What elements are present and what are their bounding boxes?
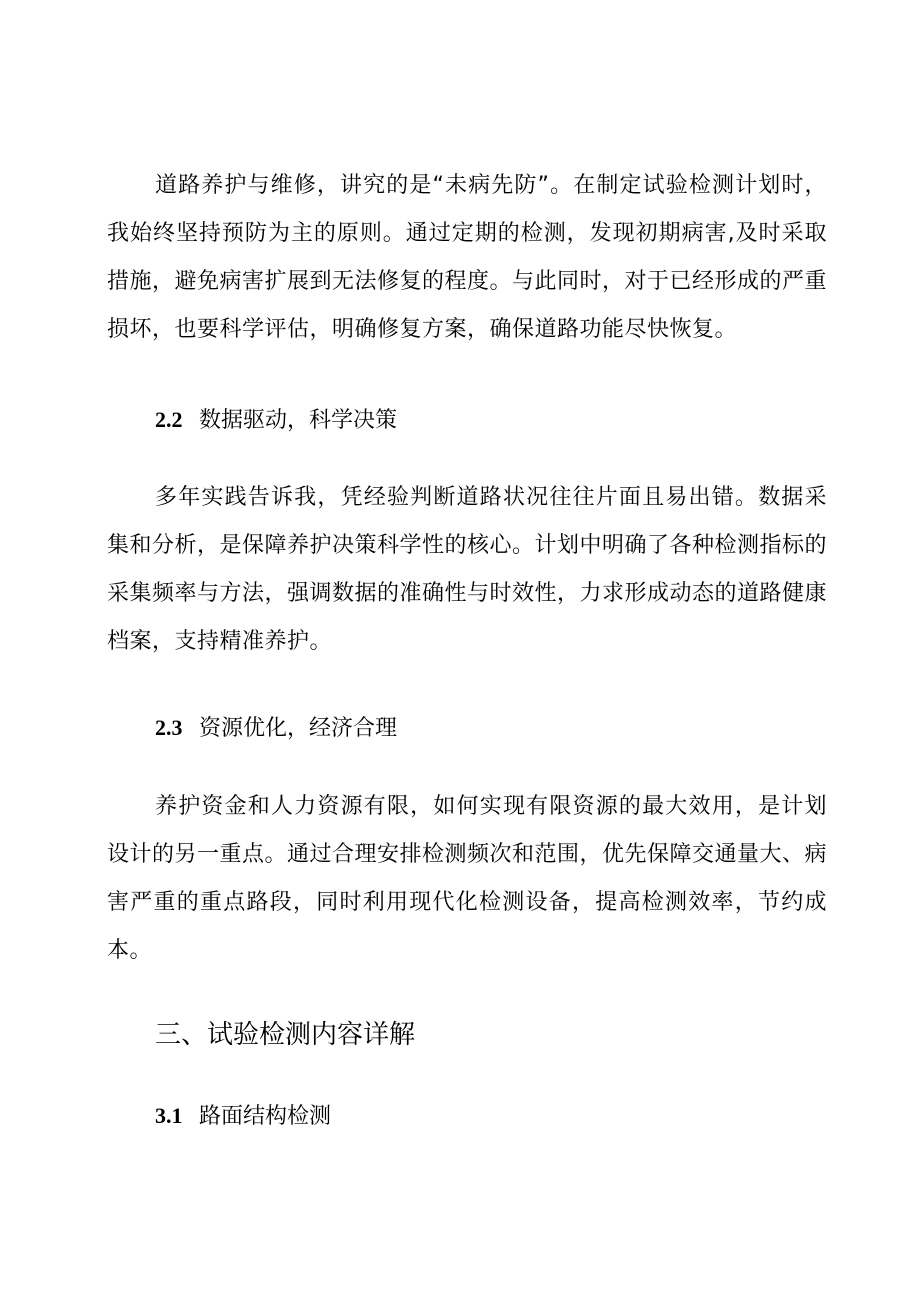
section-number: 2.2 — [155, 407, 183, 432]
paragraph-resource-optimization: 养护资金和人力资源有限，如何实现有限资源的最大效用，是计划设计的另一重点。通过合理安排检测频次和范围，优先保障交通量大、病害严重的重点路段，同时利用现代化检测设备，提高检测效率，节约成本。 — [107, 794, 828, 963]
section-title: 路面结构检测 — [199, 1104, 332, 1129]
section-number: 3.1 — [155, 1103, 183, 1128]
section-title: 数据驱动，科学决策 — [199, 408, 398, 433]
section-number: 2.3 — [155, 715, 183, 740]
section-heading-3-1 — [155, 1100, 331, 1133]
chapter-heading-3: 三、试验检测内容详解 — [155, 1020, 416, 1050]
paragraph-data-driven: 多年实践告诉我，凭经验判断道路状况往往片面且易出错。数据采集和分析，是保障养护决策科学性的核心。计划中明确了各种检测指标的采集频率与方法，强调数据的准确性与时效性，力求形成动态的道路健康档案，支持精准养护。 — [107, 485, 828, 654]
section-heading-2-3 — [155, 712, 397, 745]
section-heading-2-2 — [155, 404, 397, 437]
paragraph-preventive-maintenance: 道路养护与维修，讲究的是“未病先防”。在制定试验检测计划时，我始终坚持预防为主的原则。通过定期的检测，发现初期病害,及时采取措施，避免病害扩展到无法修复的程度。与此同时，对于已经形成的严重损坏，也要科学评估，明确修复方案，确保道路功能尽快恢复。 — [107, 173, 828, 342]
section-title: 资源优化，经济合理 — [199, 716, 398, 741]
